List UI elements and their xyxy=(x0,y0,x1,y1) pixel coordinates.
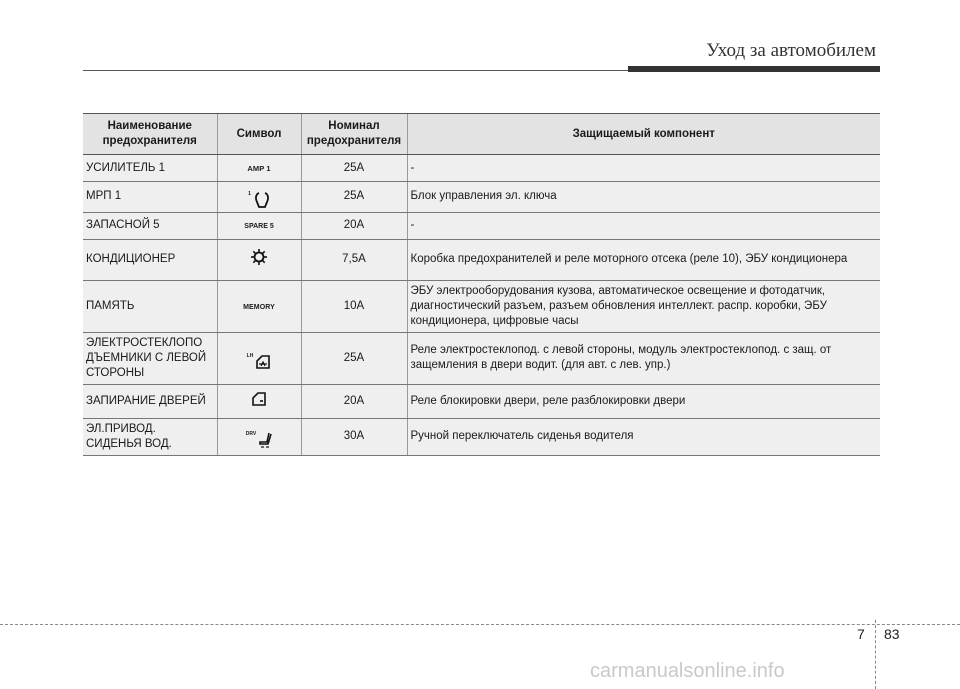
fuse-name: ЗАПИРАНИЕ ДВЕРЕЙ xyxy=(83,384,217,418)
table-row xyxy=(83,239,880,280)
fuse-rating: 10A xyxy=(301,280,407,332)
power-window-icon xyxy=(255,355,271,369)
key-index-label: 1 xyxy=(248,191,251,197)
table-row xyxy=(83,384,880,418)
lh-label: LH xyxy=(246,352,254,359)
header-rating: Номинал предохранителя xyxy=(301,114,407,155)
fuse-rating: 20A xyxy=(301,212,407,239)
fuse-component: Блок управления эл. ключа xyxy=(407,182,880,213)
fuse-symbol xyxy=(217,280,301,332)
fuse-rating: 30A xyxy=(301,418,407,455)
table-header-row xyxy=(83,114,880,155)
fuse-symbol xyxy=(217,212,301,239)
fuse-rating: 7,5A xyxy=(301,239,407,280)
fuse-rating: 25A xyxy=(301,182,407,213)
ac-icon xyxy=(250,248,268,266)
fuse-symbol xyxy=(217,418,301,455)
fuse-name: ПАМЯТЬ xyxy=(83,280,217,332)
amp-label: AMP 1 xyxy=(247,163,271,173)
fuse-name: ЭЛ.ПРИВОД. СИДЕНЬЯ ВОД. xyxy=(83,418,217,455)
watermark: carmanualsonline.info xyxy=(590,660,785,682)
header-accent-bar xyxy=(628,66,880,72)
page-number-divider xyxy=(875,620,876,689)
fuse-name: УСИЛИТЕЛЬ 1 xyxy=(83,155,217,182)
fuse-name: ЭЛЕКТРОСТЕКЛОПО ДЪЕМНИКИ С ЛЕВОЙ СТОРОНЫ xyxy=(83,332,217,384)
fuse-component: - xyxy=(407,212,880,239)
fuse-component: Ручной переключатель сиденья водителя xyxy=(407,418,880,455)
table-row xyxy=(83,418,880,455)
fuse-rating: 25A xyxy=(301,155,407,182)
fuse-name: ЗАПАСНОЙ 5 xyxy=(83,212,217,239)
fuse-rating: 20A xyxy=(301,384,407,418)
table-row xyxy=(83,332,880,384)
fuse-name: МРП 1 xyxy=(83,182,217,213)
page-number: 83 xyxy=(884,626,900,642)
fuse-name: КОНДИЦИОНЕР xyxy=(83,239,217,280)
header-fuse-name: Наименование предохранителя xyxy=(83,114,217,155)
fuse-symbol xyxy=(217,332,301,384)
spare-label: SPARE 5 xyxy=(244,223,274,230)
fuse-symbol xyxy=(217,155,301,182)
fuse-table xyxy=(83,113,880,456)
fuse-symbol xyxy=(217,384,301,418)
table-row xyxy=(83,155,880,182)
key-icon xyxy=(254,191,270,209)
table-row xyxy=(83,182,880,213)
fuse-symbol xyxy=(217,182,301,213)
fuse-component: Коробка предохранителей и реле моторного отсека (реле 10), ЭБУ кондиционера xyxy=(407,239,880,280)
fuse-symbol xyxy=(217,239,301,280)
fuse-component: - xyxy=(407,155,880,182)
door-lock-icon xyxy=(251,392,267,406)
drv-label: DRV xyxy=(245,430,257,437)
fuse-component: ЭБУ электрооборудования кузова, автоматическое освещение и фотодатчик, диагностический разъем, разъем обновления интеллект. распр. коробки, ЭБУ кондиционера, цифровые часы xyxy=(407,280,880,332)
power-seat-icon xyxy=(258,432,272,448)
page-header-title: Уход за автомобилем xyxy=(706,40,876,61)
memory-label: MEMORY xyxy=(243,303,275,311)
fuse-component: Реле электростеклопод. с левой стороны, модуль электростеклопод. с защ. от защемления в двери водит. (для авт. с лев. упр.) xyxy=(407,332,880,384)
fuse-component: Реле блокировки двери, реле разблокировки двери xyxy=(407,384,880,418)
footer-rule xyxy=(0,624,960,625)
fuse-rating: 25A xyxy=(301,332,407,384)
header-component: Защищаемый компонент xyxy=(407,114,880,155)
table-row xyxy=(83,212,880,239)
chapter-number: 7 xyxy=(857,626,865,642)
header-symbol: Символ xyxy=(217,114,301,155)
table-row xyxy=(83,280,880,332)
